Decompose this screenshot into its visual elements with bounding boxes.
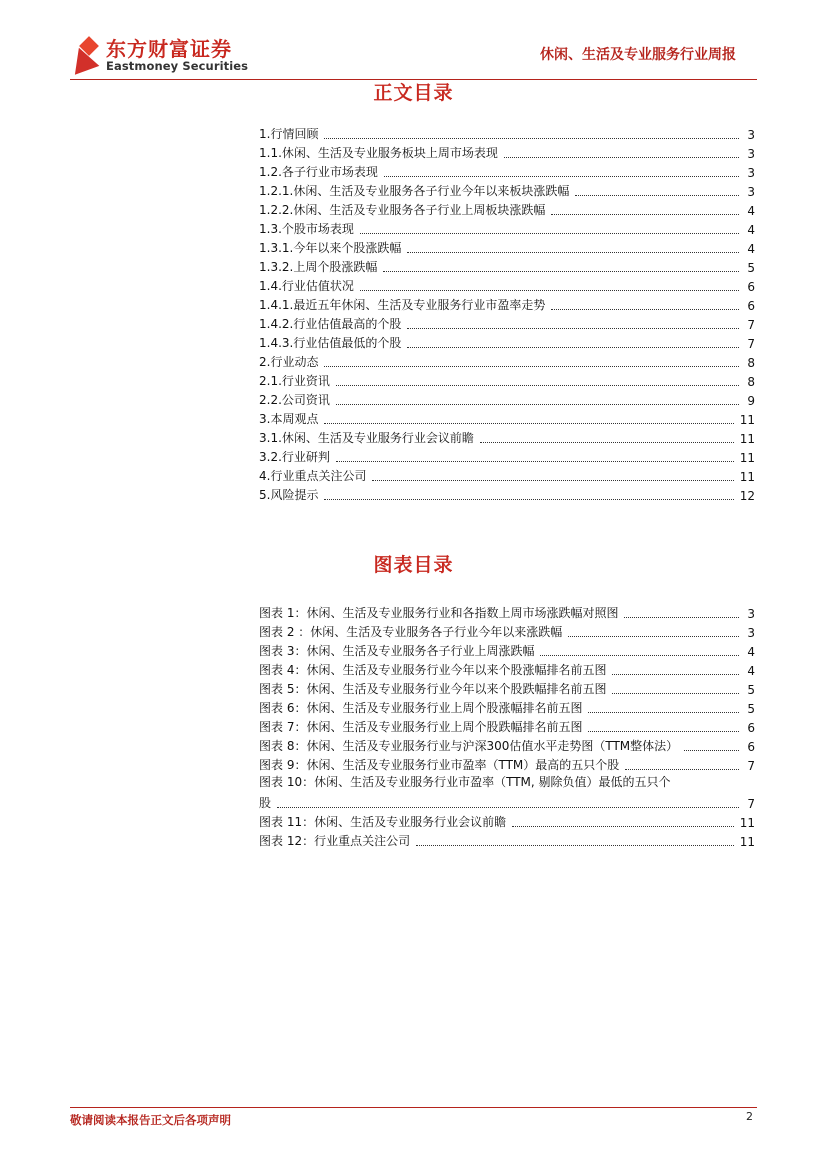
leader-dots — [512, 825, 734, 827]
leader-dots — [504, 156, 739, 158]
leader-dots — [277, 806, 739, 808]
page-ref: 11 — [739, 413, 755, 427]
toc-entry[interactable] — [259, 427, 755, 446]
toc-entry-label: 3.2.行业研判 — [259, 450, 330, 464]
toc-entry-label: 2.1.行业资讯 — [259, 374, 330, 388]
page-ref: 5 — [747, 261, 755, 275]
figures-title: 图表目录 — [373, 554, 454, 576]
leader-dots — [625, 768, 739, 770]
toc-entry-label: 1.3.个股市场表现 — [259, 222, 354, 236]
leader-dots — [383, 270, 739, 272]
toc-entry[interactable] — [259, 313, 755, 332]
page-ref: 7 — [747, 797, 755, 811]
toc-entry[interactable] — [259, 237, 755, 256]
leader-dots — [336, 403, 739, 405]
leader-dots — [540, 654, 739, 656]
toc-entry-label: 1.行情回顾 — [259, 127, 319, 141]
figure-entry[interactable] — [259, 659, 755, 678]
toc-entry-label: 1.2.各子行业市场表现 — [259, 165, 378, 179]
leader-dots — [568, 635, 739, 637]
toc-entry-label: 1.1.休闲、生活及专业服务板块上周市场表现 — [259, 146, 498, 160]
figure-entry-label: 图表 4：休闲、生活及专业服务行业今年以来个股涨幅排名前五图 — [259, 663, 607, 677]
page-ref: 6 — [747, 280, 755, 294]
figure-entry[interactable] — [259, 716, 755, 735]
leader-dots — [336, 384, 739, 386]
page-ref: 7 — [747, 318, 755, 332]
leader-dots — [624, 616, 739, 618]
toc-entry[interactable] — [259, 484, 755, 503]
page-ref: 8 — [747, 375, 755, 389]
page-ref: 4 — [747, 664, 755, 678]
toc-entry-label: 1.2.1.休闲、生活及专业服务各子行业今年以来板块涨跌幅 — [259, 184, 570, 198]
footer-disclaimer: 敬请阅读本报告正文后各项声明 — [70, 1113, 231, 1127]
page-ref: 11 — [739, 470, 755, 484]
leader-dots — [588, 711, 739, 713]
leader-dots — [324, 365, 739, 367]
toc-entry-label: 1.2.2.休闲、生活及专业服务各子行业上周板块涨跌幅 — [259, 203, 546, 217]
figure-entry-label: 图表 8：休闲、生活及专业服务行业与沪深300估值水平走势图（TTM整体法） — [259, 739, 679, 753]
toc-entry-label: 4.行业重点关注公司 — [259, 469, 367, 483]
page-ref: 3 — [747, 166, 755, 180]
leader-dots — [407, 327, 739, 329]
leader-dots — [407, 251, 739, 253]
figure-entry-label: 图表 11：休闲、生活及专业服务行业会议前瞻 — [259, 815, 507, 829]
page-ref: 3 — [747, 128, 755, 142]
figure-entry[interactable] — [259, 640, 755, 659]
figure-entry[interactable] — [259, 830, 755, 849]
page-ref: 11 — [739, 835, 755, 849]
figure-entry-label-cont: 股 — [259, 796, 272, 810]
leader-dots — [575, 194, 739, 196]
logo-cn: 东方财富证券 — [106, 37, 232, 61]
page-ref: 4 — [747, 242, 755, 256]
toc-entry[interactable] — [259, 218, 755, 237]
toc-title: 正文目录 — [373, 82, 454, 104]
leader-dots — [416, 844, 734, 846]
toc-entry[interactable] — [259, 351, 755, 370]
toc-entry-label: 1.3.2.上周个股涨跌幅 — [259, 260, 378, 274]
page-ref: 7 — [747, 337, 755, 351]
page-ref: 3 — [747, 626, 755, 640]
figure-entry[interactable] — [259, 602, 755, 621]
leader-dots — [324, 137, 739, 139]
toc-entry-label: 5.风险提示 — [259, 488, 319, 502]
figure-entry-label: 图表 3：休闲、生活及专业服务各子行业上周涨跌幅 — [259, 644, 535, 658]
toc-entry-label: 2.2.公司资讯 — [259, 393, 330, 407]
toc-entry[interactable] — [259, 161, 755, 180]
figure-entry-label: 图表 7：休闲、生活及专业服务行业上周个股跌幅排名前五图 — [259, 720, 583, 734]
toc-entry[interactable] — [259, 332, 755, 351]
page-ref: 11 — [739, 451, 755, 465]
toc-entry[interactable] — [259, 142, 755, 161]
page-number: 2 — [746, 1110, 753, 1123]
toc-entry[interactable] — [259, 465, 755, 484]
page-ref: 4 — [747, 204, 755, 218]
leader-dots — [480, 441, 734, 443]
report-title: 休闲、生活及专业服务行业周报 — [540, 47, 736, 63]
footer-divider — [70, 1107, 757, 1108]
figure-entry-label: 图表 2 ：休闲、生活及专业服务各子行业今年以来涨跌幅 — [259, 625, 563, 639]
logo-text — [106, 38, 248, 73]
toc-entry-label: 3.1.休闲、生活及专业服务行业会议前瞻 — [259, 431, 474, 445]
leader-dots — [384, 175, 739, 177]
figure-entry[interactable] — [259, 697, 755, 716]
figure-entry[interactable] — [259, 811, 755, 830]
figure-entry[interactable] — [259, 678, 755, 697]
toc-entry-label: 2.行业动态 — [259, 355, 319, 369]
figure-entry-label: 图表 12：行业重点关注公司 — [259, 834, 411, 848]
toc-entry[interactable] — [259, 446, 755, 465]
toc-entry[interactable] — [259, 123, 755, 142]
company-logo — [70, 38, 248, 73]
toc-entry[interactable] — [259, 389, 755, 408]
toc-list — [259, 123, 755, 503]
figure-entry[interactable] — [259, 621, 755, 640]
page-ref: 12 — [739, 489, 755, 503]
figure-entry-label: 图表 9：休闲、生活及专业服务行业市盈率（TTM）最高的五只个股 — [259, 758, 620, 772]
figures-list — [259, 602, 755, 849]
page-ref: 5 — [747, 702, 755, 716]
toc-entry[interactable] — [259, 180, 755, 199]
figure-entry[interactable] — [259, 792, 755, 811]
page-ref: 5 — [747, 683, 755, 697]
page-ref: 4 — [747, 223, 755, 237]
toc-entry-label: 1.4.3.行业估值最低的个股 — [259, 336, 402, 350]
leader-dots — [407, 346, 739, 348]
toc-entry-label: 1.4.行业估值状况 — [259, 279, 354, 293]
page-ref: 3 — [747, 607, 755, 621]
toc-entry-label: 1.3.1.今年以来个股涨跌幅 — [259, 241, 402, 255]
logo-en: Eastmoney Securities — [106, 59, 249, 73]
page-header — [0, 0, 827, 82]
figure-entry-label: 图表 10：休闲、生活及专业服务行业市盈率（TTM, 剔除负值）最低的五只个 — [259, 775, 671, 789]
leader-dots — [684, 749, 739, 751]
page-ref: 4 — [747, 645, 755, 659]
logo-mark-icon — [70, 39, 100, 73]
page-ref: 6 — [747, 721, 755, 735]
leader-dots — [551, 308, 739, 310]
leader-dots — [324, 498, 733, 500]
toc-entry[interactable] — [259, 370, 755, 389]
page-ref: 7 — [747, 759, 755, 773]
leader-dots — [360, 232, 739, 234]
toc-entry-label: 1.4.1.最近五年休闲、生活及专业服务行业市盈率走势 — [259, 298, 546, 312]
toc-entry[interactable] — [259, 294, 755, 313]
figure-entry-label: 图表 1：休闲、生活及专业服务行业和各指数上周市场涨跌幅对照图 — [259, 606, 619, 620]
leader-dots — [588, 730, 739, 732]
page-ref: 3 — [747, 147, 755, 161]
figure-entry-label: 图表 5：休闲、生活及专业服务行业今年以来个股跌幅排名前五图 — [259, 682, 607, 696]
page-ref: 3 — [747, 185, 755, 199]
toc-entry[interactable] — [259, 408, 755, 427]
toc-entry[interactable] — [259, 256, 755, 275]
leader-dots — [324, 422, 733, 424]
leader-dots — [551, 213, 739, 215]
figure-entry[interactable] — [259, 735, 755, 754]
leader-dots — [612, 673, 739, 675]
page-ref: 8 — [747, 356, 755, 370]
leader-dots — [372, 479, 733, 481]
page-ref: 6 — [747, 740, 755, 754]
leader-dots — [336, 460, 734, 462]
toc-entry[interactable] — [259, 199, 755, 218]
toc-entry-label: 1.4.2.行业估值最高的个股 — [259, 317, 402, 331]
page-ref: 9 — [747, 394, 755, 408]
page-ref: 11 — [739, 816, 755, 830]
page-ref: 6 — [747, 299, 755, 313]
figure-entry-label: 图表 6：休闲、生活及专业服务行业上周个股涨幅排名前五图 — [259, 701, 583, 715]
leader-dots — [360, 289, 739, 291]
leader-dots — [612, 692, 739, 694]
figure-entry[interactable] — [259, 754, 755, 773]
toc-entry[interactable] — [259, 275, 755, 294]
page-ref: 11 — [739, 432, 755, 446]
toc-entry-label: 3.本周观点 — [259, 412, 319, 426]
